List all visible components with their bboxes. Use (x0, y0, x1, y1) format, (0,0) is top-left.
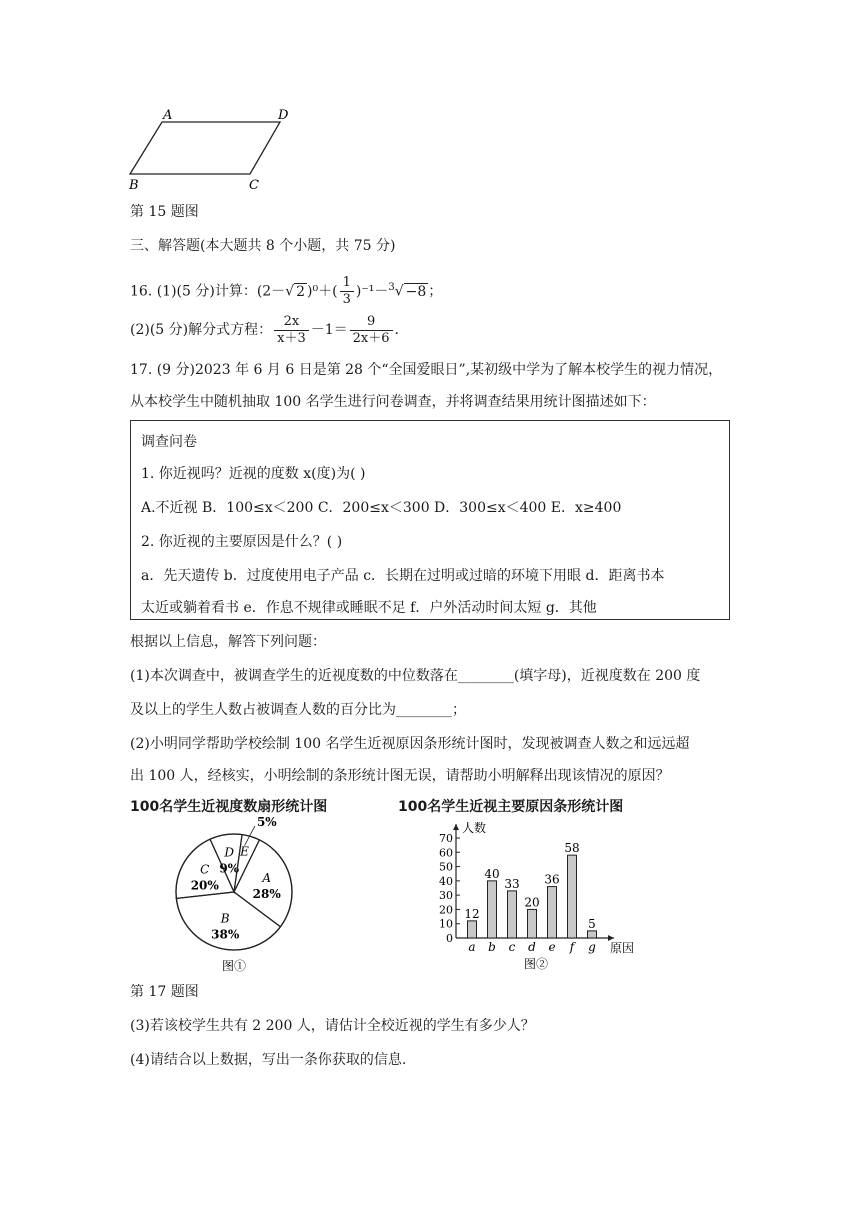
bar-value-label-c: 33 (504, 876, 520, 891)
section3-heading: 三、解答题(本大题共 8 个小题，共 75 分) (130, 238, 396, 254)
survey-title: 调查问卷 (141, 434, 197, 450)
pie-cat-label-e: E (240, 844, 249, 859)
bar-value-label-d: 20 (524, 895, 540, 910)
bar-category-label-b: b (488, 940, 496, 954)
q16-p1-fraction (340, 275, 354, 308)
pie-caption: 图① (221, 959, 247, 973)
pie-value-label-d: 9% (219, 861, 240, 876)
bar-category-label-c: c (508, 940, 516, 954)
q16-p2-frac2-den: 2x＋6 (352, 330, 390, 346)
bar-y-tick-label: 40 (439, 874, 453, 888)
pie-chart (160, 814, 310, 974)
bar-value-label-f: 58 (564, 841, 580, 856)
bar-value-label-a: 12 (464, 906, 480, 921)
bar-value-label-b: 40 (484, 866, 500, 881)
bar-category-label-d: d (528, 940, 536, 954)
bar-value-label-e: 36 (544, 872, 560, 887)
pie-value-label-a: 28% (252, 887, 281, 902)
bar-a (468, 921, 477, 938)
bar-category-label-g: g (588, 940, 596, 954)
q17-p1-line1: (1)本次调查中，被调查学生的近视度数的中位数落在________(填字母)，近视度数在 200 度 (130, 668, 701, 684)
pie-cat-label-a: A (262, 871, 272, 886)
vertex-label-c: C (249, 178, 259, 193)
q17-p3: (3)若该校学生共有 2 200 人，请估计全校近视的学生有多少人？ (130, 1018, 535, 1034)
bar-y-tick-label: 50 (439, 860, 453, 874)
q16-p1-frac-den: 3 (342, 292, 351, 308)
survey-q2: 2. 你近视的主要原因是什么？( ) (141, 534, 343, 550)
bar-chart-title: 100名学生近视主要原因条形统计图 (398, 799, 624, 815)
q17-p1-line2: 及以上的学生人数占被调查人数的百分比为________； (130, 702, 466, 718)
bar-caption: 图② (523, 957, 549, 971)
bar-e (548, 887, 557, 938)
bar-y-tick-label: 60 (439, 846, 453, 860)
pie-value-label-e: 5% (256, 815, 277, 829)
q16-p2-frac2-num: 9 (350, 314, 393, 331)
survey-q2-options-line1: a．先天遗传 b．过度使用电子产品 c．长期在过明或过暗的环境下用眼 d．距离书本 (141, 568, 665, 584)
q17-after-text: 根据以上信息，解答下列问题： (130, 634, 326, 650)
bar-d (528, 909, 537, 938)
q16-p1-mid: )⁰＋( (307, 283, 338, 300)
bar-g (588, 931, 597, 938)
q16-p1-root-index: 3 (388, 282, 395, 293)
q16-part1: 16. (1)(5 分)计算：(2－√ 2 )⁰＋( $\frac{1}{3}$ )⁻¹－$^3$√ −8 ； (130, 275, 443, 308)
q16-p1-exp: )⁻¹－ (355, 283, 389, 300)
pie-chart-title: 100名学生近视度数扇形统计图 (130, 799, 328, 815)
bar-y-tick-label: 70 (439, 832, 453, 845)
bar-b (488, 881, 497, 938)
vertex-label-d: D (278, 108, 289, 123)
pie-cat-label-b: B (220, 911, 230, 926)
bar-y-tick-label: 20 (439, 903, 453, 917)
q16-p2-frac1-den: x＋3 (277, 330, 306, 346)
q17-intro-line1: 17. (9 分)2023 年 6 月 6 日是第 28 个“全国爱眼日”,某初级中学为了解本校学生的视力情况， (130, 362, 723, 378)
bar-category-label-f: f (569, 940, 575, 954)
q16-p2-mid: －1＝ (310, 322, 348, 338)
survey-q2-options-line2: 太近或躺着看书 e．作息不规律或睡眠不足 f．户外活动时间太短 g．其他 (141, 600, 597, 616)
parallelogram-figure (120, 102, 300, 194)
q16-p1-end: ； (428, 283, 443, 300)
bar-chart (420, 818, 640, 974)
survey-box (130, 420, 730, 620)
q17-p4: (4)请结合以上数据，写出一条你获取的信息. (130, 1052, 407, 1068)
pie-cat-label-c: C (200, 862, 210, 877)
q16-part2 (130, 312, 399, 348)
q16-p2-fraction2 (350, 314, 393, 347)
q16-p2-fraction1 (274, 314, 309, 347)
bar-y-axis-arrow (453, 824, 459, 830)
bar-y-tick-label: 30 (439, 889, 453, 903)
q16-p1-root-body: −8 (405, 283, 427, 300)
survey-q1: 1. 你近视吗？近视的度数 x(度)为( ) (141, 466, 366, 482)
bar-c (508, 891, 517, 938)
q16-p2-frac1-num: 2x (274, 314, 309, 331)
bar-value-label-g: 5 (588, 916, 596, 931)
pie-value-label-b: 38% (211, 927, 240, 942)
survey-q1-options: A.不近视 B．100≤x＜200 C．200≤x＜300 D．300≤x＜400 E．x≥400 (141, 500, 622, 516)
bar-y-axis-label: 人数 (462, 821, 487, 835)
q16-p1-frac-num: 1 (340, 275, 354, 292)
vertex-label-b: B (129, 178, 139, 193)
pie-slice-e (234, 835, 259, 892)
bar-y-tick-label: 10 (439, 917, 453, 931)
bar-category-label-a: a (468, 940, 476, 954)
q16-p1-prefix: 16. (1)(5 分)计算：(2－ (130, 283, 286, 300)
pie-value-label-c: 20% (190, 878, 219, 893)
bar-x-axis-label: 原因 (610, 941, 635, 955)
vertex-label-a: A (163, 108, 173, 123)
bar-category-label-e: e (548, 940, 556, 954)
parallelogram-abcd (130, 122, 280, 174)
q17-p2-line2: 出 100 人，经核实，小明绘制的条形统计图无误，请帮助小明解释出现该情况的原因？ (130, 768, 670, 784)
pie-cat-label-d: D (224, 845, 235, 860)
bar-f (568, 855, 577, 938)
q16-p1-sqrt: 2 (296, 283, 306, 300)
q17-intro-line2: 从本校学生中随机抽取 100 名学生进行问卷调查，并将调查结果用统计图描述如下： (130, 394, 656, 410)
q17-figure-caption: 第 17 题图 (130, 984, 199, 1000)
bar-y-tick-label: 0 (446, 932, 453, 945)
q16-p2-prefix: (2)(5 分)解分式方程： (130, 322, 273, 338)
figure15-caption: 第 15 题图 (130, 204, 199, 220)
q16-p2-end: . (394, 322, 399, 338)
q17-p2-line1: (2)小明同学帮助学校绘制 100 名学生近视原因条形统计图时，发现被调查人数之和远远超 (130, 736, 690, 752)
